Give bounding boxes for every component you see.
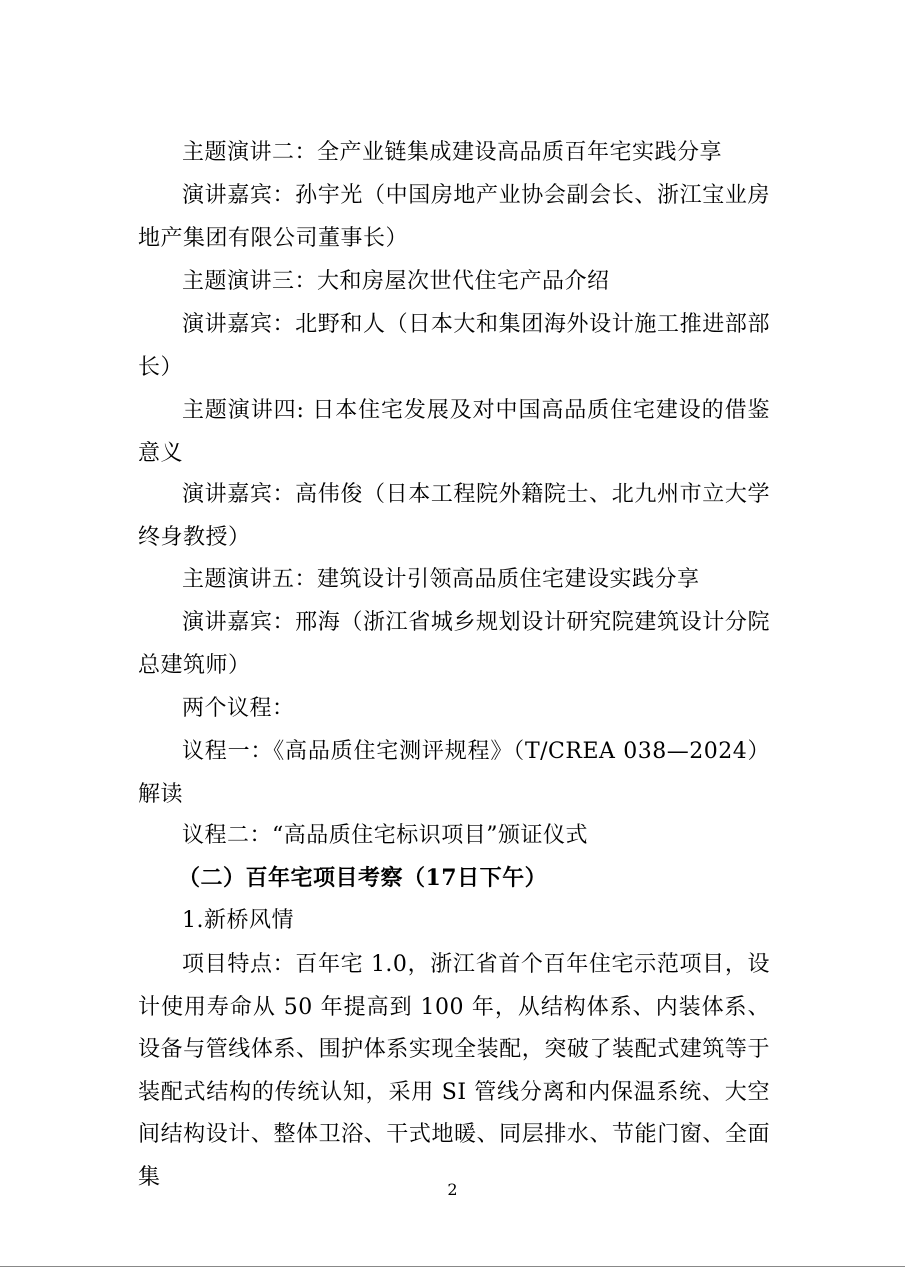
paragraph-project-features: 项目特点：百年宅 1.0，浙江省首个百年住宅示范项目，设计使用寿命从 50 年提高到 100 年，从结构体系、内装体系、设备与管线体系、围护体系实现全装配，突破了装配式建筑等于装配式结构的传统认知，采用 SI 管线分离和内保温系统、大空间结构设计、整体卫浴、干式地暖、同层排水、节能门窗、全面集: [138, 952, 770, 1190]
page-number: 2: [447, 1180, 458, 1199]
paragraph-keynote-4: 主题演讲四: 日本住宅发展及对中国高品质住宅建设的借鉴意义: [138, 398, 770, 466]
paragraph-keynote-3: 主题演讲三：大和房屋次世代住宅产品介绍: [182, 269, 610, 294]
section-heading: （二）百年宅项目考察（17日下午）: [178, 865, 548, 891]
paragraph-keynote-2: 主题演讲二：全产业链集成建设高品质百年宅实践分享: [182, 140, 723, 165]
paragraph-speaker-4: 演讲嘉宾：高伟俊（日本工程院外籍院士、北九州市立大学终身教授）: [138, 482, 770, 550]
paragraph-agenda-1: 议程一：《高品质住宅测评规程》（T/CREA 038—2024）解读: [138, 739, 770, 807]
page-bottom-divider: [0, 1266, 905, 1267]
paragraph-speaker-3: 演讲嘉宾：北野和人（日本大和集团海外设计施工推进部部长）: [138, 312, 770, 380]
paragraph-agenda-2: 议程二：“高品质住宅标识项目”颁证仪式: [182, 823, 588, 848]
paragraph-speaker-2: 演讲嘉宾：孙宇光（中国房地产业协会副会长、浙江宝业房地产集团有限公司董事长）: [138, 183, 770, 251]
paragraph-project-title: 1.新桥风情: [182, 908, 294, 933]
paragraph-speaker-5: 演讲嘉宾：邢海（浙江省城乡规划设计研究院建筑设计分院总建筑师）: [138, 610, 770, 678]
paragraph-agenda-intro: 两个议程：: [182, 696, 295, 721]
paragraph-keynote-5: 主题演讲五：建筑设计引领高品质住宅建设实践分享: [182, 567, 700, 592]
